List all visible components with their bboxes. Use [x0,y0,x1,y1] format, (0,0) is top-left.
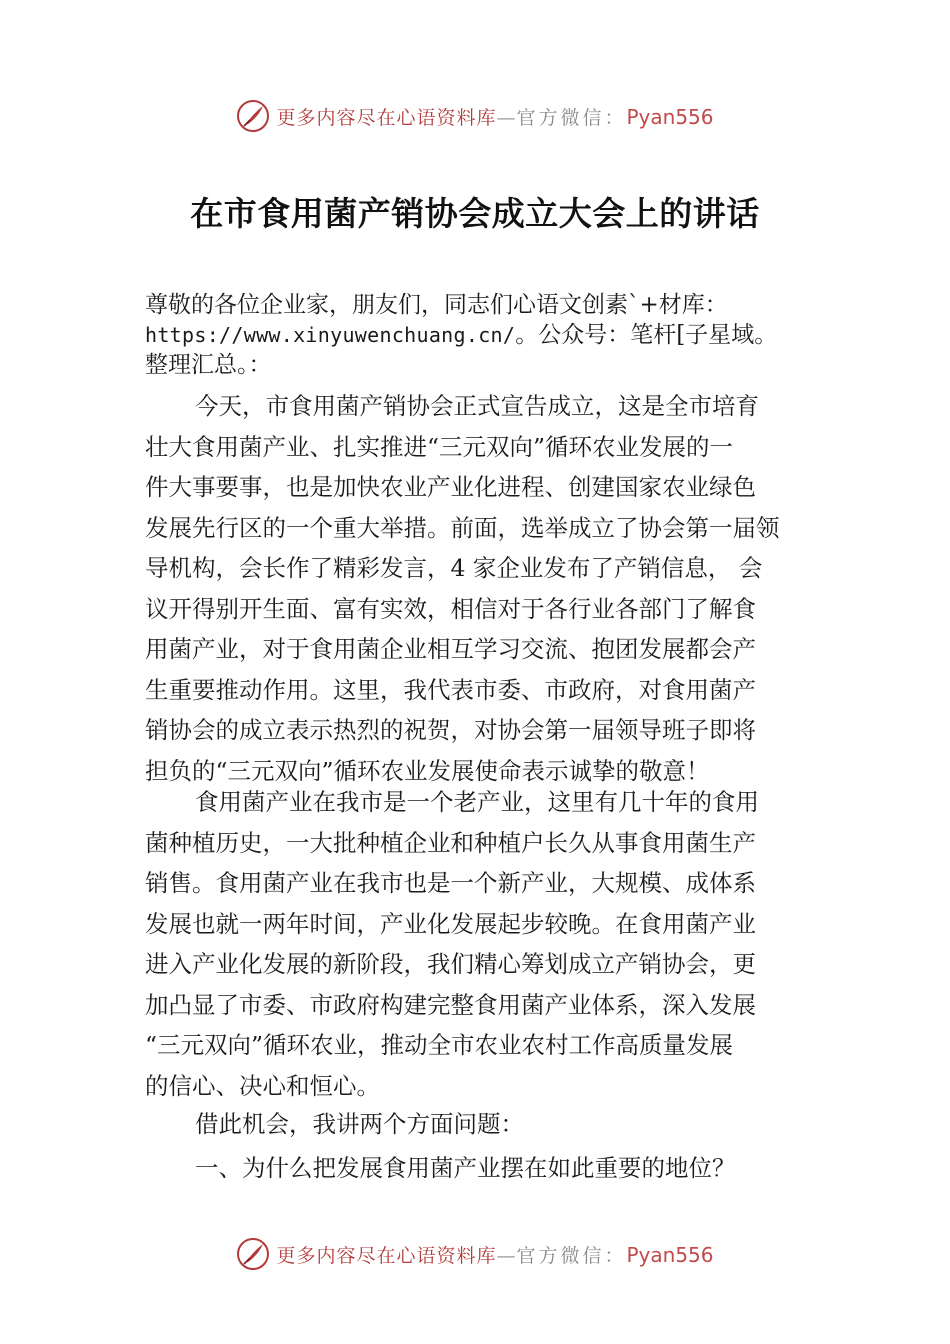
body-paragraph-3 [145,1104,825,1145]
paragraph-line: 今天，市食用菌产销协会正式宣告成立，这是全市培育 [195,392,759,420]
greeting-line-2 [145,320,835,350]
paragraph-line: 食用菌产业在我市是一个老产业，这里有几十年的食用 [195,788,759,816]
banner-wechat-label: 官方微信： [516,106,627,129]
banner-main-text: 更多内容尽在心语资料库 [276,1244,497,1267]
quill-seal-icon [236,99,270,133]
paragraph-line: 壮大食用菌产业、扎实推进“三元双向”循环农业发展的一 [145,432,734,461]
quill-seal-icon [236,1237,270,1271]
paragraph-line: 进入产业化发展的新阶段，我们精心筹划成立产销协会，更 [145,950,756,978]
paragraph-line: 发展也就一两年时间，产业化发展起步较晚。在食用菌产业 [145,909,756,938]
header-banner [0,96,950,136]
greeting-line-3: 整理汇总。： [145,352,272,378]
banner-dash: — [496,106,517,129]
paragraph-line: 发展先行区的一个重大举措。前面，选举成立了协会第一届领 [145,513,780,542]
banner-wechat-id: Pyan556 [626,104,714,129]
section-heading-1 [145,1148,825,1189]
body-paragraph-2 [145,782,825,1106]
website-url: https://www.xinyuwenchuang.cn/ [145,323,516,347]
paragraph-line: 议开得别开生面、富有实效，相信对于各行业各部门了解食 [145,594,756,623]
greeting-line-2-rest: 。公众号：笔杆[子星域。 [515,322,778,348]
banner-wechat-id: Pyan556 [626,1242,714,1267]
banner-main-text: 更多内容尽在心语资料库 [276,106,497,129]
body-paragraph-1 [145,386,825,791]
paragraph-line: “三元双向”循环农业，推动全市农业农村工作高质量发展 [145,1031,734,1059]
paragraph-line: 件大事要事，也是加快农业产业化进程、创建国家农业绿色 [145,473,756,501]
paragraph-line: 担负的“三元双向”循环农业发展使命表示诚挚的敬意！ [145,756,710,785]
paragraph-line: 用菌产业，对于食用菌企业相互学习交流、抱团发展都会产 [145,635,756,663]
banner-dash: — [496,1244,517,1267]
paragraph-line: 借此机会，我讲两个方面问题： [195,1110,524,1138]
greeting-block [145,290,835,380]
paragraph-line: 生重要推动作用。这里，我代表市委、市政府，对食用菌产 [145,675,756,704]
document-title: 在市食用菌产销协会成立大会上的讲话 [190,194,760,233]
paragraph-line: 导机构，会长作了精彩发言，4 家企业发布了产销信息， 会 [145,554,763,582]
footer-banner [0,1234,950,1274]
greeting-line-1: 尊敬的各位企业家，朋友们，同志们心语文创素`+材库： [145,292,728,318]
paragraph-line: 的信心、决心和恒心。 [145,1071,380,1100]
paragraph-line: 销售。食用菌产业在我市也是一个新产业，大规模、成体系 [145,869,756,897]
paragraph-line: 菌种植历史，一大批种植企业和种植户长久从事食用菌生产 [145,828,756,857]
paragraph-line: 一、为什么把发展食用菌产业摆在如此重要的地位？ [195,1154,736,1182]
paragraph-line: 销协会的成立表示热烈的祝贺，对协会第一届领导班子即将 [145,716,756,744]
banner-wechat-label: 官方微信： [516,1244,627,1267]
paragraph-line: 加凸显了市委、市政府构建完整食用菌产业体系，深入发展 [145,990,756,1019]
